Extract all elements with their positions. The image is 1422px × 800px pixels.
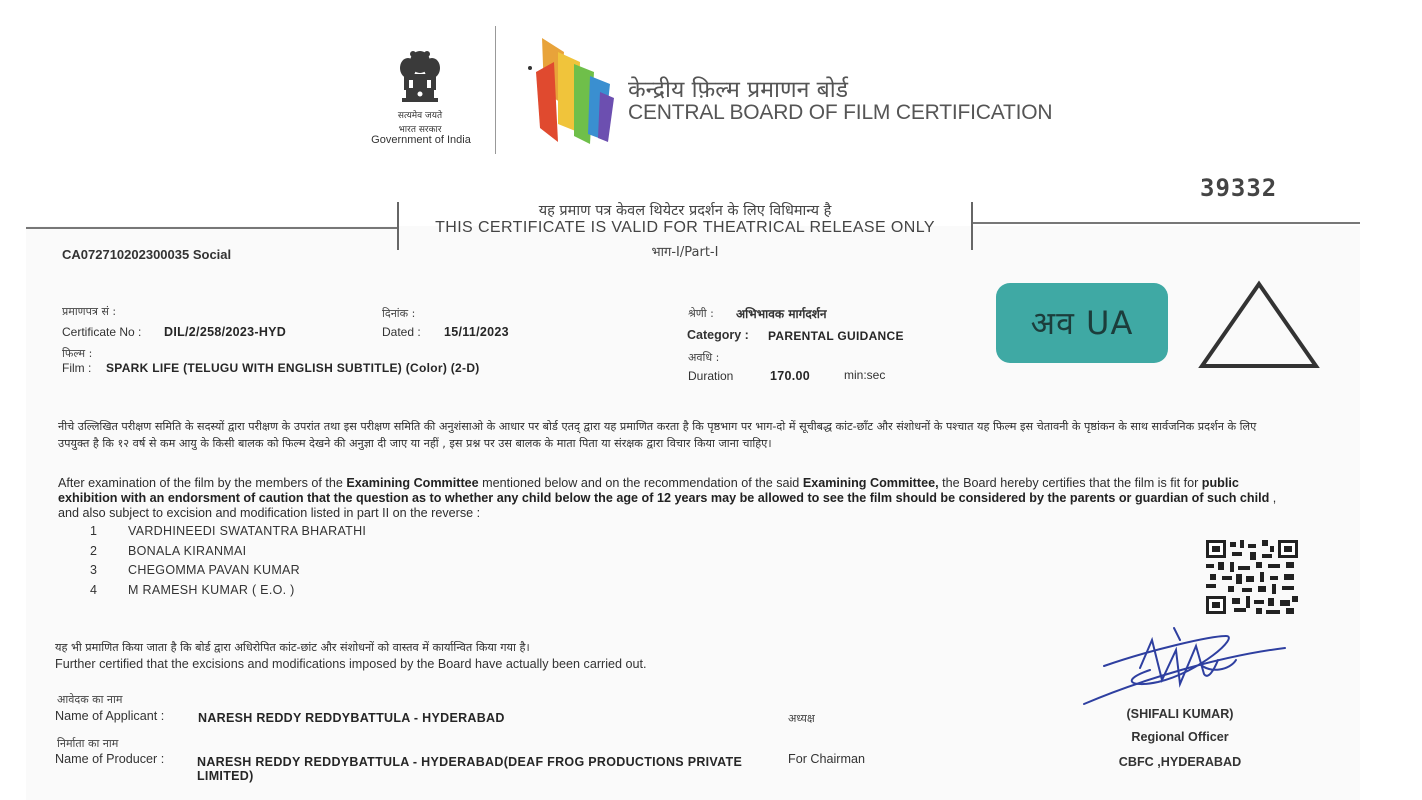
category-hindi-value: अभिभावक मार्गदर्शन	[736, 307, 827, 321]
bracket-right	[971, 202, 973, 250]
qr-code-icon	[1206, 540, 1298, 614]
header-divider	[495, 26, 496, 154]
cert-no-value: DIL/2/258/2023-HYD	[164, 325, 287, 339]
committee-list	[90, 524, 366, 602]
board-name-hindi: केन्द्रीय फ़िल्म प्रमाणन बोर्ड	[628, 77, 849, 103]
producer-hindi: निर्माता का नाम	[57, 737, 119, 750]
validity-part: भाग-I/Part-I	[651, 245, 719, 260]
emblem-govt-english: Government of India	[371, 134, 471, 146]
emblem-motto: सत्यमेव जयते	[397, 111, 443, 121]
film-label: Film :	[62, 361, 92, 375]
rating-badge: अव UA	[996, 283, 1168, 363]
signatory-office: CBFC ,HYDERABAD	[1118, 755, 1242, 769]
film-hindi: फिल्म :	[62, 347, 93, 360]
serial-number: 39332	[1200, 174, 1278, 202]
producer-value: NARESH REDDY REDDYBATTULA - HYDERABAD(DEAF FROG PRODUCTIONS PRIVATE LIMITED)	[197, 755, 743, 783]
certification-english: After examination of the film by the members of the Examining Committee mentioned below and on the recommendation of the said Examining Committee, the Board hereby certifies that the film is fit for public exhibition with an endorsment of caution that the question as to whether any child below the age of 12 years may be allowed to see the film should be considered by the parents or guardian of such child , and also subject to excision and modification listed in part II on the reverse :	[58, 476, 1277, 520]
applicant-label: Name of Applicant :	[55, 709, 165, 723]
applicant-value: NARESH REDDY REDDYBATTULA - HYDERABAD	[198, 711, 505, 725]
reference-code: CA072710202300035 Social	[62, 247, 232, 262]
signatory-name: (SHIFALI KUMAR)	[1126, 707, 1234, 721]
validity-english: THIS CERTIFICATE IS VALID FOR THEATRICAL RELEASE ONLY	[435, 219, 935, 236]
list-item: 2 BONALA KIRANMAI	[90, 543, 247, 558]
list-item: 1 VARDHINEEDI SWATANTRA BHARATHI	[90, 524, 367, 538]
applicant-hindi: आवेदक का नाम	[57, 693, 123, 706]
board-name-english: CENTRAL BOARD OF FILM CERTIFICATION	[628, 101, 1053, 124]
cert-no-label: Certificate No :	[62, 325, 142, 339]
ashoka-emblem-icon	[380, 40, 460, 110]
signature-icon	[1080, 620, 1290, 710]
category-value: PARENTAL GUIDANCE	[768, 329, 904, 343]
duration-hindi: अवधि :	[688, 351, 720, 364]
chairman-english: For Chairman	[788, 752, 865, 766]
cert-no-hindi: प्रमाणपत्र सं :	[62, 305, 117, 318]
dated-value: 15/11/2023	[444, 325, 509, 339]
producer-label: Name of Producer :	[55, 752, 165, 766]
emblem-govt-hindi: भारत सरकार	[398, 125, 442, 135]
duration-value: 170.00	[770, 369, 811, 383]
list-item: 3 CHEGOMMA PAVAN KUMAR	[90, 563, 300, 577]
rule-right	[972, 222, 1360, 224]
chairman-hindi: अध्यक्ष	[788, 712, 815, 725]
signatory-title: Regional Officer	[1131, 730, 1229, 744]
bracket-left	[397, 202, 399, 250]
list-item: 4 M RAMESH KUMAR ( E.O. )	[90, 582, 295, 597]
further-english: Further certified that the excisions and modifications imposed by the Board have actually been carried out.	[55, 657, 647, 671]
certification-hindi: नीचे उल्लिखित परीक्षण समिति के सदस्यों द्वारा परीक्षण के उपरांत तथा इस परीक्षण समिति की अनुशंसाओ के आधार पर बोर्ड एतद् द्वारा यह प्रमाणित करता है कि पृष्ठभाग पर भाग-दो में सूचीबद्ध कांट-छाँट और संशोधनों के पश्चात यह फिल्म इस चेतावनी के पृष्ठांकन के साथ सार्वजनिक प्रदर्शन के लिए उपयुक्त है कि १२ वर्ष से कम आयु के किसी बालक को फिल्म देखने की अनुज्ञा दी जाए या नहीं , इस प्रश्न पर उस बालक के माता पिता या संरक्षक द्वारा विचार किया जाना चाहिए।	[58, 420, 1257, 450]
category-hindi-label: श्रेणी :	[688, 307, 714, 320]
rule-left	[26, 227, 398, 229]
triangle-symbol-icon	[1198, 280, 1320, 370]
cbfc-logo-icon	[524, 32, 620, 150]
further-hindi: यह भी प्रमाणित किया जाता है कि बोर्ड द्वारा अधिरोपित कांट-छांट और संशोधनों को वास्तव में कार्यान्वित किया गया है।	[55, 641, 530, 654]
dated-label: Dated :	[382, 325, 421, 339]
validity-hindi: यह प्रमाण पत्र केवल थियेटर प्रदर्शन के लिए विधिमान्य है	[538, 203, 832, 219]
category-label: Category :	[687, 328, 749, 342]
dated-hindi: दिनांक :	[382, 307, 416, 320]
duration-label: Duration	[688, 369, 734, 383]
duration-unit: min:sec	[844, 368, 886, 382]
film-value: SPARK LIFE (TELUGU WITH ENGLISH SUBTITLE) (Color) (2-D)	[106, 361, 480, 375]
